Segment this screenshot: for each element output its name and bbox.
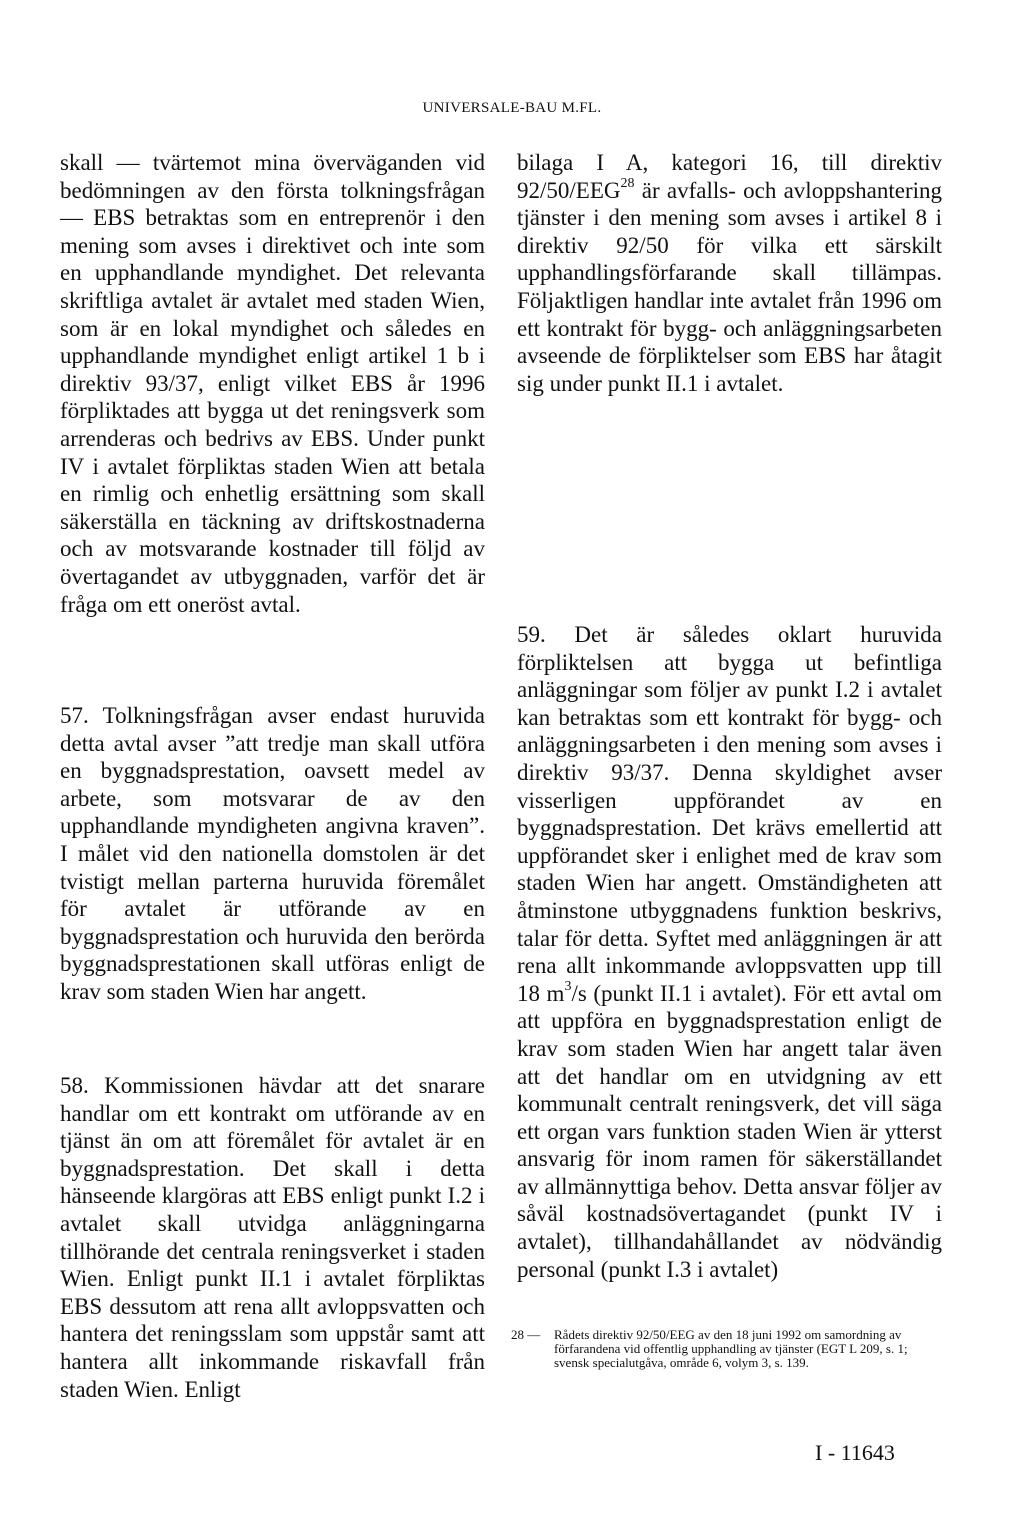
unit-superscript: 3: [564, 979, 572, 995]
paragraph-number: 58.: [60, 1073, 89, 1098]
paragraph-continuation: skall — tvärtemot mina överväganden vid bedömningen av den första tolkningsfrågan — EBS betraktas som en entreprenör i den mening som avses i direktivet och inte som en upphandlande myndighet. Det relevanta skriftliga avtalet är avtalet med staden Wien, som är en lokal myndighet och således en upphandlande myndighet enligt artikel 1 b i direktiv 93/37, enligt vilket EBS år 1996 förpliktades att bygga ut det reningsverk som arrenderas och bedrivs av EBS. Under punkt IV i avtalet förpliktas staden Wien att betala en rimlig och enhetlig ersättning som skall säkerställa en täckning av driftskostnaderna och av motsvarande kostnader till följd av övertagandet av utbyggnaden, varför det är fråga om ett oneröst avtal.: [60, 150, 485, 617]
paragraph-59: [517, 621, 942, 1283]
paragraph-text: Det är således oklart huruvida förpliktelsen att bygga ut befintliga anläggningar som följer av punkt I.2 i avtalet kan betraktas som ett kontrakt för bygg- och anläggningsarbeten i den mening som avses i direktiv 93/37. Denna skyldighet avser visserligen uppförandet av en byggnadsprestation. Det krävs emellertid att uppförandet sker i enlighet med de krav som staden Wien har angett. Omständigheten att åtminstone utbyggnadens funktion beskrivs, talar för detta. Syftet med anläggningen är att rena allt inkommande avloppsvatten upp till 18 m: [517, 622, 942, 1006]
paragraph-58: [60, 1072, 485, 1403]
running-head: UNIVERSALE-BAU M.FL.: [422, 100, 602, 116]
paragraph-number: 57.: [60, 703, 89, 728]
footnote-text: Rådets direktiv 92/50/EEG av den 18 juni 1992 om samordning av förfarandena vid offentlig upphandling av tjänster (EGT L 209, s. 1; svensk specialutgåva, område 6, volym 3, s. 139.: [554, 1327, 908, 1370]
paragraph-text: /s (punkt II.1 i avtalet). För ett avtal om att uppföra en byggnadsprestation enligt de krav som staden Wien har angett talar även att det handlar om en utvidgning av ett kommunalt centralt reningsverk, det vill säga ett organ vars funktion staden Wien är ytterst ansvarig för inom ramen för säkerställandet av allmännyttiga behov. Detta ansvar följer av såväl kostnadsövertagandet (punkt IV i avtalet), tillhandahållandet av nödvändig personal (punkt I.3 i avtalet): [517, 980, 942, 1282]
footnote-28: [511, 1328, 941, 1370]
paragraph-text: bilaga I A, kategori 16, till direktiv 92/50/EEG: [517, 150, 942, 203]
paragraph-text: är avfalls- och avloppshantering tjänster i den mening som avses i artikel 8 i direktiv 92/50 för vilka ett särskilt upphandlingsförfarande skall tillämpas. Följaktligen handlar inte avtalet från 1996 om ett kontrakt för bygg- och anläggningsarbeten avseende de förpliktelser som EBS har åtagit sig under punkt II.1 i avtalet.: [517, 177, 942, 396]
right-column-continued-text: [517, 149, 942, 397]
paragraph-number: 59.: [517, 622, 546, 647]
paragraph-text: Kommissionen hävdar att det snarare handlar om ett kontrakt om utförande av en tjänst än om att föremålet för avtalet är en byggnadsprestation. Det skall i detta hänseende klargöras att EBS enligt punkt I.2 i avtalet skall utvidga anläggningarna tillhörande det centrala reningsverket i staden Wien. Enligt punkt II.1 i avtalet förpliktas EBS dessutom att rena allt avloppsvatten och hantera det reningsslam som uppstår samt att hantera allt inkommande riskavfall från staden Wien. Enligt: [60, 1073, 486, 1402]
paragraph-text: Tolkningsfrågan avser endast huruvida detta avtal avser ”att tredje man skall utföra en byggnadsprestation, oavsett medel av arbete, som motsvarar de av den upphandlande myndigheten angivna kraven”. I målet vid den nationella domstolen är det tvistigt mellan parterna huruvida föremålet för avtalet är utförande av en byggnadsprestation och huruvida den berörda byggnadsprestationen skall utföras enligt de krav som staden Wien har angett.: [60, 703, 485, 1004]
page-number: I - 11643: [815, 1440, 895, 1465]
footnote-reference: 28: [620, 175, 635, 191]
left-column-continued-text: [60, 149, 485, 618]
footnote-marker: 28 —: [511, 1327, 541, 1342]
paragraph-57: [60, 702, 485, 1006]
